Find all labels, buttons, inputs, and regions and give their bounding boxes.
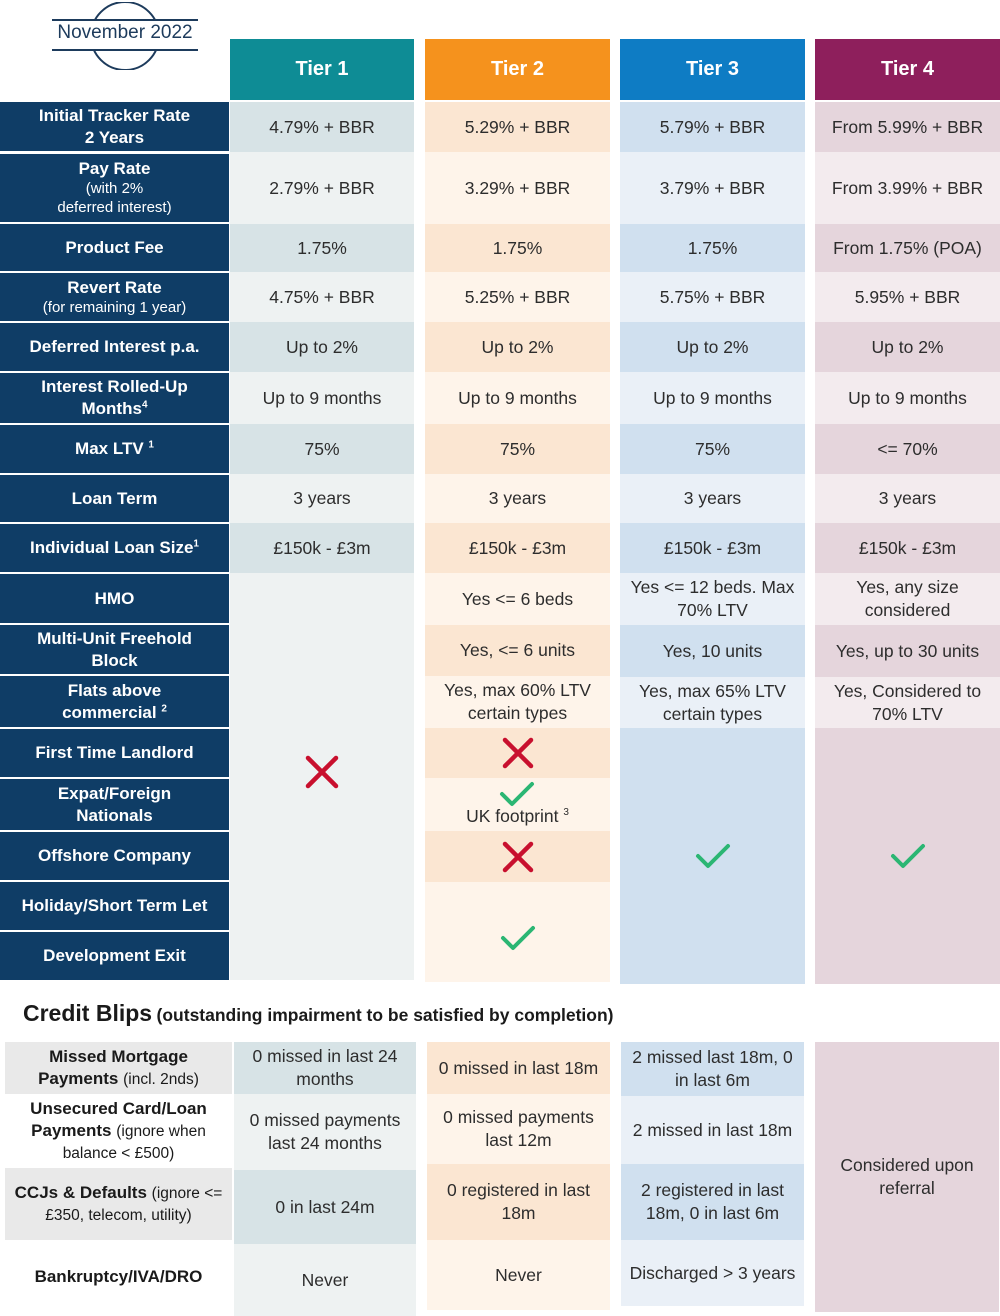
check-icon — [890, 843, 926, 869]
label-line: Flats above — [67, 680, 162, 700]
label-line: Nationals — [76, 805, 153, 825]
cell-pay-rate-tier1: 2.79% + BBR — [230, 152, 414, 224]
label-line: commercial — [62, 702, 162, 722]
label-line: Multi-Unit Freehold — [37, 628, 192, 648]
check-icon — [695, 843, 731, 869]
cell-loan-term-tier3: 3 years — [620, 474, 805, 523]
cell-hmo-tier4: Yes, any size considered — [815, 573, 1000, 625]
credit-unsecured-tier3: 2 missed in last 18m — [621, 1096, 804, 1164]
cell-loan-size-tier4: £150k - £3m — [815, 523, 1000, 573]
tier-4-header: Tier 4 — [815, 39, 1000, 100]
label-line: Product Fee — [65, 237, 164, 257]
check-icon — [500, 925, 536, 951]
tier4-available-block — [815, 728, 1000, 984]
expat-note-text: UK footprint — [466, 806, 559, 826]
credit-label-line: Unsecured Card/Loan — [30, 1098, 207, 1118]
label-line: Max LTV — [75, 439, 149, 459]
credit-missed-mortgage-tier2: 0 missed in last 18m — [427, 1042, 610, 1094]
credit-label-note: (ignore when balance < £500) — [62, 1122, 206, 1163]
label-hmo — [0, 574, 229, 623]
cell-flats-above-tier2: Yes, max 60% LTV certain types — [425, 676, 610, 728]
tier-1-header: Tier 1 — [230, 39, 414, 100]
label-flats-above-commercial — [0, 676, 229, 727]
label-line: Revert Rate — [67, 277, 162, 297]
footnote-mark: 1 — [193, 538, 199, 550]
date-badge — [42, 2, 208, 70]
cell-loan-term-tier2: 3 years — [425, 474, 610, 523]
label-line: HMO — [94, 588, 135, 608]
label-individual-loan-size — [0, 524, 229, 572]
cell-flats-above-tier4: Yes, Considered to 70% LTV — [815, 677, 1000, 728]
credit-label-missed-mortgage — [5, 1042, 232, 1094]
label-line: Holiday/Short Term Let — [21, 896, 208, 916]
cell-max-ltv-tier2: 75% — [425, 424, 610, 474]
label-product-fee — [0, 224, 229, 271]
label-line: Loan Term — [71, 488, 158, 508]
footnote-mark: 3 — [563, 807, 569, 819]
cell-rolled-up-tier2: Up to 9 months — [425, 372, 610, 424]
cell-loan-size-tier3: £150k - £3m — [620, 523, 805, 573]
label-development-exit — [0, 932, 229, 980]
credit-missed-mortgage-tier3: 2 missed last 18m, 0 in last 6m — [621, 1042, 804, 1096]
credit-ccjs-tier3: 2 registered in last 18m, 0 in last 6m — [621, 1164, 804, 1240]
cross-icon — [305, 755, 339, 789]
credit-label-line: Bankruptcy/IVA/DRO — [34, 1266, 203, 1286]
tier1-not-available-block — [230, 573, 414, 980]
credit-label-line: Payments — [38, 1068, 119, 1088]
label-line: Development Exit — [43, 946, 186, 966]
cell-flats-above-tier3: Yes, max 65% LTV certain types — [620, 677, 805, 728]
cell-rolled-up-tier3: Up to 9 months — [620, 372, 805, 424]
date-text: November 2022 — [57, 22, 193, 43]
cell-pay-rate-tier3: 3.79% + BBR — [620, 152, 805, 224]
expat-note — [425, 806, 610, 827]
cell-pay-rate-tier2: 3.29% + BBR — [425, 152, 610, 224]
cell-revert-rate-tier1: 4.75% + BBR — [230, 272, 414, 322]
cell-expat-tier2 — [425, 778, 610, 831]
label-initial-tracker-rate — [0, 102, 229, 151]
cell-hmo-tier2: Yes <= 6 beds — [425, 573, 610, 625]
cell-offshore-tier2 — [425, 831, 610, 882]
cell-revert-rate-tier4: 5.95% + BBR — [815, 272, 1000, 322]
label-line: 2 Years — [84, 127, 145, 147]
label-offshore-company — [0, 832, 229, 880]
label-multi-unit-freehold — [0, 625, 229, 674]
label-max-ltv — [0, 425, 229, 473]
cell-max-ltv-tier3: 75% — [620, 424, 805, 474]
credit-ccjs-tier1: 0 in last 24m — [234, 1170, 416, 1244]
label-line: Interest Rolled-Up — [41, 377, 188, 397]
cell-deferred-interest-tier1: Up to 2% — [230, 322, 414, 372]
credit-missed-mortgage-tier1: 0 missed in last 24 months — [234, 1042, 416, 1094]
label-line: Block — [91, 650, 138, 670]
credit-bankruptcy-tier2: Never — [427, 1240, 610, 1310]
cell-multi-unit-tier2: Yes, <= 6 units — [425, 625, 610, 676]
cell-initial-tracker-tier3: 5.79% + BBR — [620, 102, 805, 152]
credit-ccjs-tier2: 0 registered in last 18m — [427, 1164, 610, 1240]
credit-blips-heading — [23, 1000, 983, 1032]
label-expat-foreign — [0, 779, 229, 830]
label-sub: (for remaining 1 year) — [42, 298, 187, 316]
cell-revert-rate-tier3: 5.75% + BBR — [620, 272, 805, 322]
cell-product-fee-tier4: From 1.75% (POA) — [815, 224, 1000, 272]
label-holiday-let — [0, 882, 229, 930]
cross-icon — [502, 737, 534, 769]
cell-multi-unit-tier3: Yes, 10 units — [620, 625, 805, 677]
label-line: Offshore Company — [37, 846, 192, 866]
label-deferred-interest — [0, 323, 229, 371]
credit-heading-title: Credit Blips — [23, 1000, 153, 1026]
label-revert-rate — [0, 273, 229, 321]
cell-hmo-tier3: Yes <= 12 beds. Max 70% LTV — [620, 573, 805, 625]
credit-tier4-referral: Considered upon referral — [815, 1042, 999, 1312]
tier-2-header: Tier 2 — [425, 39, 610, 100]
cell-initial-tracker-tier2: 5.29% + BBR — [425, 102, 610, 152]
label-line: Initial Tracker Rate — [38, 105, 191, 125]
credit-label-line: Payments — [31, 1120, 112, 1140]
cell-pay-rate-tier4: From 3.99% + BBR — [815, 152, 1000, 224]
cell-deferred-interest-tier4: Up to 2% — [815, 322, 1000, 372]
label-line: Pay Rate — [78, 159, 151, 179]
cell-holiday-development-tier2 — [425, 882, 610, 982]
cell-deferred-interest-tier2: Up to 2% — [425, 322, 610, 372]
label-line: First Time Landlord — [35, 743, 194, 763]
credit-label-note: (incl. 2nds) — [123, 1070, 199, 1088]
credit-unsecured-tier1: 0 missed payments last 24 months — [234, 1094, 416, 1170]
tier-3-header: Tier 3 — [620, 39, 805, 100]
label-pay-rate — [0, 154, 229, 222]
footnote-mark: 4 — [141, 399, 148, 411]
credit-label-line: Missed Mortgage — [49, 1046, 188, 1066]
credit-bankruptcy-tier1: Never — [234, 1244, 416, 1316]
cell-first-time-tier2 — [425, 728, 610, 778]
tier3-available-block — [620, 728, 805, 984]
cell-loan-size-tier2: £150k - £3m — [425, 523, 610, 573]
cell-max-ltv-tier4: <= 70% — [815, 424, 1000, 474]
label-sub: deferred interest) — [57, 198, 172, 216]
credit-label-line: CCJs & Defaults — [14, 1182, 147, 1202]
label-line: Expat/Foreign — [57, 783, 172, 803]
cell-revert-rate-tier2: 5.25% + BBR — [425, 272, 610, 322]
label-interest-rolled-up — [0, 373, 229, 423]
credit-label-ccjs — [5, 1168, 232, 1240]
label-loan-term — [0, 475, 229, 522]
label-line: Deferred Interest p.a. — [29, 337, 200, 357]
cell-loan-size-tier1: £150k - £3m — [230, 523, 414, 573]
cell-multi-unit-tier4: Yes, up to 30 units — [815, 625, 1000, 677]
cell-initial-tracker-tier1: 4.79% + BBR — [230, 102, 414, 152]
footnote-mark: 1 — [148, 439, 154, 451]
cell-product-fee-tier1: 1.75% — [230, 224, 414, 272]
cell-deferred-interest-tier3: Up to 2% — [620, 322, 805, 372]
cell-loan-term-tier1: 3 years — [230, 474, 414, 523]
label-sub: (with 2% — [85, 180, 144, 198]
credit-label-bankruptcy — [5, 1242, 232, 1312]
cell-rolled-up-tier1: Up to 9 months — [230, 372, 414, 424]
credit-unsecured-tier2: 0 missed payments last 12m — [427, 1094, 610, 1164]
label-line: Individual Loan Size — [30, 538, 194, 558]
label-line: Months — [81, 399, 142, 418]
credit-bankruptcy-tier3: Discharged > 3 years — [621, 1240, 804, 1306]
credit-heading-note: (outstanding impairment to be satisfied by completion) — [156, 1005, 614, 1025]
cell-initial-tracker-tier4: From 5.99% + BBR — [815, 102, 1000, 152]
cross-icon — [502, 841, 534, 873]
cell-product-fee-tier3: 1.75% — [620, 224, 805, 272]
credit-label-unsecured — [5, 1096, 232, 1166]
cell-loan-term-tier4: 3 years — [815, 474, 1000, 523]
label-first-time-landlord — [0, 729, 229, 777]
footnote-mark: 2 — [161, 702, 167, 714]
cell-max-ltv-tier1: 75% — [230, 424, 414, 474]
check-icon — [499, 781, 535, 807]
cell-product-fee-tier2: 1.75% — [425, 224, 610, 272]
cell-rolled-up-tier4: Up to 9 months — [815, 372, 1000, 424]
credit-label-note: (ignore <= £350, telecom, utility) — [45, 1184, 223, 1224]
